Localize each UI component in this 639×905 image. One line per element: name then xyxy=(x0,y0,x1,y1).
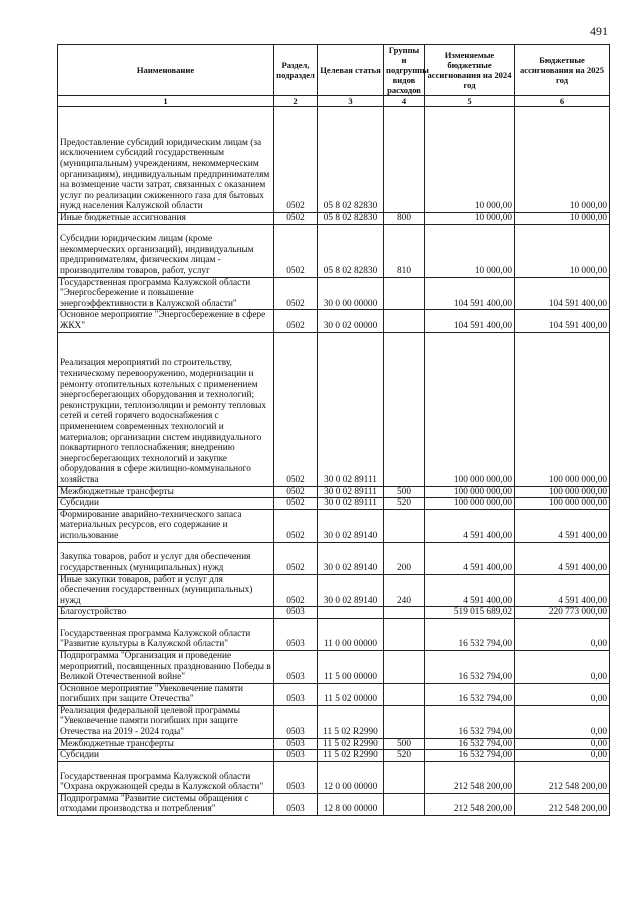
table-row xyxy=(58,213,610,225)
row-section: 0503 xyxy=(274,793,318,815)
row-target-code: 05 8 02 82830 xyxy=(318,224,384,277)
row-section: 0502 xyxy=(274,224,318,277)
table-row xyxy=(58,750,610,762)
row-amount-2025: 0,00 xyxy=(515,738,610,750)
row-expense-group xyxy=(384,650,425,683)
row-target-code: 30 0 02 89140 xyxy=(318,574,384,607)
column-number: 3 xyxy=(318,96,384,107)
row-target-code: 05 8 02 82830 xyxy=(318,107,384,213)
row-expense-group xyxy=(384,683,425,705)
table-row xyxy=(58,107,610,213)
row-section: 0503 xyxy=(274,705,318,738)
row-amount-2024: 10 000,00 xyxy=(425,224,515,277)
row-section: 0502 xyxy=(274,574,318,607)
row-name: Реализация мероприятий по строительству, техническому перевооружению, модернизации и ремонту отопительных котельных с применением энергосберегающих оборудования и технологий; реконструкции, теплоизоляции и ремонту тепловых сетей и сетей горячего водоснабжения с применением современных технологий и материалов; организации систем индивидуального поквартирного теплоснабжения; внедрению энергосберегающих технологий и закупке оборудования в сфере жилищно-коммунального хозяйства xyxy=(58,332,274,486)
row-amount-2024: 212 548 200,00 xyxy=(425,761,515,793)
row-section: 0502 xyxy=(274,107,318,213)
row-name: Иные бюджетные ассигнования xyxy=(58,213,274,225)
row-amount-2024: 104 591 400,00 xyxy=(425,310,515,332)
header-section: Раздел, подраздел xyxy=(274,45,318,96)
row-amount-2025: 212 548 200,00 xyxy=(515,793,610,815)
row-expense-group: 240 xyxy=(384,574,425,607)
row-section: 0503 xyxy=(274,750,318,762)
row-target-code: 30 0 02 00000 xyxy=(318,310,384,332)
row-amount-2025: 100 000 000,00 xyxy=(515,498,610,510)
row-section: 0503 xyxy=(274,650,318,683)
row-target-code: 12 0 00 00000 xyxy=(318,761,384,793)
row-expense-group xyxy=(384,509,425,542)
row-amount-2024: 16 532 794,00 xyxy=(425,750,515,762)
table-row xyxy=(58,498,610,510)
row-amount-2024: 16 532 794,00 xyxy=(425,683,515,705)
row-amount-2024: 212 548 200,00 xyxy=(425,793,515,815)
column-number: 2 xyxy=(274,96,318,107)
row-section: 0502 xyxy=(274,277,318,310)
row-amount-2025: 104 591 400,00 xyxy=(515,310,610,332)
row-section: 0503 xyxy=(274,761,318,793)
table-row xyxy=(58,310,610,332)
table-row xyxy=(58,542,610,574)
table-row xyxy=(58,574,610,607)
header-changed-2024: Изменяемые бюджетные ассигнования на 2024 год xyxy=(425,45,515,96)
row-expense-group: 800 xyxy=(384,213,425,225)
row-amount-2025: 220 773 000,00 xyxy=(515,607,610,619)
row-target-code: 11 5 02 00000 xyxy=(318,683,384,705)
row-amount-2024: 100 000 000,00 xyxy=(425,332,515,486)
row-target-code: 12 8 00 00000 xyxy=(318,793,384,815)
table-row xyxy=(58,509,610,542)
row-name: Предоставление субсидий юридическим лицам (за исключением субсидий государственным (муниципальным) учреждениям, некоммерческим организациям), индивидуальным предпринимателям на возмещение части затрат, связанных с оказанием услуг по реализации сжиженного газа для бытовых нужд населения Калужской области xyxy=(58,107,274,213)
row-target-code: 30 0 02 89111 xyxy=(318,486,384,498)
row-target-code: 30 0 02 89140 xyxy=(318,542,384,574)
table-row xyxy=(58,683,610,705)
row-amount-2025: 100 000 000,00 xyxy=(515,486,610,498)
header-target: Целевая статья xyxy=(318,45,384,96)
table-row xyxy=(58,738,610,750)
row-target-code: 11 5 02 R2990 xyxy=(318,750,384,762)
row-target-code: 30 0 00 00000 xyxy=(318,277,384,310)
row-expense-group: 520 xyxy=(384,498,425,510)
row-amount-2024: 104 591 400,00 xyxy=(425,277,515,310)
row-amount-2025: 4 591 400,00 xyxy=(515,574,610,607)
row-expense-group xyxy=(384,107,425,213)
row-section: 0502 xyxy=(274,332,318,486)
row-amount-2024: 100 000 000,00 xyxy=(425,486,515,498)
row-amount-2024: 4 591 400,00 xyxy=(425,509,515,542)
row-name: Подпрограмма "Организация и проведение мероприятий, посвященных празднованию Победы в Великой Отечественной войне" xyxy=(58,650,274,683)
row-expense-group xyxy=(384,705,425,738)
row-section: 0502 xyxy=(274,213,318,225)
row-name: Подпрограмма "Развитие системы обращения с отходами производства и потребления" xyxy=(58,793,274,815)
row-expense-group: 500 xyxy=(384,738,425,750)
header-name: Наименование xyxy=(58,45,274,96)
header-groups: Группы и подгруппы видов расходов xyxy=(384,45,425,96)
page-number: 491 xyxy=(590,24,608,38)
row-name: Реализация федеральной целевой программы "Увековечение памяти погибших при защите Отечества на 2019 - 2024 годы" xyxy=(58,705,274,738)
header-budget-2025: Бюджетные ассигнования на 2025 год xyxy=(515,45,610,96)
row-name: Субсидии юридическим лицам (кроме некоммерческих организаций), индивидуальным предпринимателям, физическим лицам - производителям товаров, работ, услуг xyxy=(58,224,274,277)
row-section: 0503 xyxy=(274,738,318,750)
row-amount-2025: 4 591 400,00 xyxy=(515,509,610,542)
row-expense-group: 200 xyxy=(384,542,425,574)
budget-table xyxy=(57,44,610,816)
row-expense-group: 500 xyxy=(384,486,425,498)
row-name: Государственная программа Калужской области "Энергосбережение и повышение энергоэффективности в Калужской области" xyxy=(58,277,274,310)
row-amount-2025: 0,00 xyxy=(515,618,610,650)
row-amount-2025: 0,00 xyxy=(515,705,610,738)
row-name: Иные закупки товаров, работ и услуг для обеспечения государственных (муниципальных) нужд xyxy=(58,574,274,607)
table-row xyxy=(58,705,610,738)
row-section: 0502 xyxy=(274,498,318,510)
row-amount-2024: 16 532 794,00 xyxy=(425,705,515,738)
row-name: Государственная программа Калужской области "Развитие культуры в Калужской области" xyxy=(58,618,274,650)
row-expense-group xyxy=(384,793,425,815)
row-name: Межбюджетные трансферты xyxy=(58,738,274,750)
row-section: 0502 xyxy=(274,486,318,498)
table-row xyxy=(58,277,610,310)
table-row xyxy=(58,332,610,486)
row-section: 0503 xyxy=(274,607,318,619)
row-target-code: 11 5 02 R2990 xyxy=(318,705,384,738)
row-target-code: 05 8 02 82830 xyxy=(318,213,384,225)
row-target-code: 30 0 02 89140 xyxy=(318,509,384,542)
row-target-code xyxy=(318,607,384,619)
row-amount-2024: 16 532 794,00 xyxy=(425,738,515,750)
table-row xyxy=(58,486,610,498)
row-target-code: 11 0 00 00000 xyxy=(318,618,384,650)
row-amount-2024: 4 591 400,00 xyxy=(425,574,515,607)
row-expense-group xyxy=(384,310,425,332)
column-number: 6 xyxy=(515,96,610,107)
row-name: Закупка товаров, работ и услуг для обеспечения государственных (муниципальных) нужд xyxy=(58,542,274,574)
table-row xyxy=(58,650,610,683)
row-section: 0502 xyxy=(274,509,318,542)
row-target-code: 11 5 00 00000 xyxy=(318,650,384,683)
row-section: 0503 xyxy=(274,618,318,650)
row-amount-2025: 0,00 xyxy=(515,650,610,683)
row-amount-2025: 0,00 xyxy=(515,750,610,762)
row-amount-2024: 10 000,00 xyxy=(425,107,515,213)
row-section: 0503 xyxy=(274,683,318,705)
row-section: 0502 xyxy=(274,542,318,574)
row-target-code: 30 0 02 89111 xyxy=(318,332,384,486)
row-name: Межбюджетные трансферты xyxy=(58,486,274,498)
row-name: Благоустройство xyxy=(58,607,274,619)
row-name: Формирование аварийно-технического запаса материальных ресурсов, его содержание и использование xyxy=(58,509,274,542)
table-row xyxy=(58,761,610,793)
table-row xyxy=(58,793,610,815)
row-amount-2024: 519 015 689,02 xyxy=(425,607,515,619)
header-row xyxy=(58,45,610,96)
row-target-code: 30 0 02 89111 xyxy=(318,498,384,510)
row-expense-group xyxy=(384,332,425,486)
row-expense-group: 520 xyxy=(384,750,425,762)
row-name: Основное мероприятие "Энергосбережение в сфере ЖКХ" xyxy=(58,310,274,332)
row-amount-2025: 10 000,00 xyxy=(515,107,610,213)
row-amount-2025: 104 591 400,00 xyxy=(515,277,610,310)
table-row xyxy=(58,607,610,619)
row-name: Субсидии xyxy=(58,498,274,510)
column-number: 4 xyxy=(384,96,425,107)
table-row xyxy=(58,618,610,650)
row-expense-group xyxy=(384,607,425,619)
table-row xyxy=(58,224,610,277)
row-amount-2024: 100 000 000,00 xyxy=(425,498,515,510)
row-amount-2025: 212 548 200,00 xyxy=(515,761,610,793)
row-amount-2024: 16 532 794,00 xyxy=(425,650,515,683)
row-amount-2025: 0,00 xyxy=(515,683,610,705)
row-target-code: 11 5 02 R2990 xyxy=(318,738,384,750)
column-number: 1 xyxy=(58,96,274,107)
row-expense-group xyxy=(384,618,425,650)
row-amount-2025: 100 000 000,00 xyxy=(515,332,610,486)
row-section: 0502 xyxy=(274,310,318,332)
row-amount-2024: 4 591 400,00 xyxy=(425,542,515,574)
row-name: Основное мероприятие "Увековечение памяти погибших при защите Отечества" xyxy=(58,683,274,705)
row-amount-2025: 4 591 400,00 xyxy=(515,542,610,574)
row-expense-group xyxy=(384,761,425,793)
column-number-row xyxy=(58,96,610,107)
row-name: Субсидии xyxy=(58,750,274,762)
row-expense-group: 810 xyxy=(384,224,425,277)
row-amount-2025: 10 000,00 xyxy=(515,224,610,277)
row-name: Государственная программа Калужской области "Охрана окружающей среды в Калужской области" xyxy=(58,761,274,793)
row-amount-2025: 10 000,00 xyxy=(515,213,610,225)
column-number: 5 xyxy=(425,96,515,107)
row-expense-group xyxy=(384,277,425,310)
row-amount-2024: 10 000,00 xyxy=(425,213,515,225)
row-amount-2024: 16 532 794,00 xyxy=(425,618,515,650)
